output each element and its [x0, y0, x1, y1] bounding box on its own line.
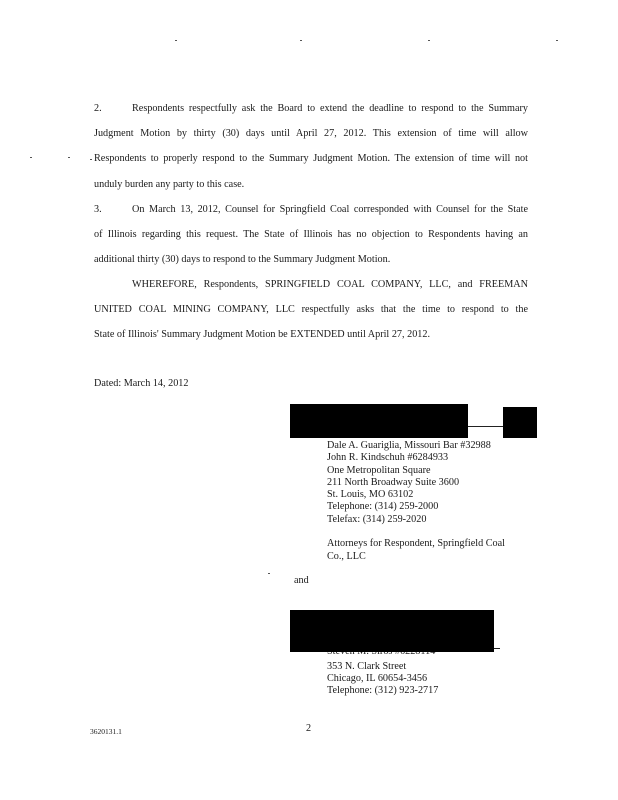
signature-line-1: [468, 426, 503, 427]
footer-doc-id: 3620131.1: [90, 727, 122, 736]
sig2-telephone: Telephone: (312) 923-2717: [327, 685, 439, 696]
sig1-telephone: Telephone: (314) 259-2000: [327, 501, 439, 512]
conjunction-and: and: [294, 575, 309, 586]
wherefore-line-2: UNITED COAL MINING COMPANY, LLC respectfully asks that the time to respond to the: [94, 304, 528, 315]
signature-line-2: [494, 648, 500, 649]
scan-speck: [268, 573, 270, 574]
redacted-signature-1-tail: [503, 407, 537, 438]
paragraph-2-number: 2.: [94, 103, 102, 114]
redacted-signature-1: [290, 404, 468, 438]
paragraph-2-line-3: Respondents to properly respond to the Summary Judgment Motion. The extension of time will not: [94, 153, 528, 164]
scan-speck: [90, 159, 92, 160]
sig1-attorneys-for-2: Co., LLC: [327, 551, 366, 562]
scan-speck: [428, 40, 430, 41]
sig1-telefax: Telefax: (314) 259-2020: [327, 514, 427, 525]
dated-line: Dated: March 14, 2012: [94, 378, 189, 389]
scan-speck: [300, 40, 302, 41]
sig1-attorney-2: John R. Kindschuh #6284933: [327, 452, 449, 463]
paragraph-2-line-1: Respondents respectfully ask the Board to extend the deadline to respond to the Summary: [132, 103, 528, 114]
paragraph-3-line-1: On March 13, 2012, Counsel for Springfield Coal corresponded with Counsel for the State: [132, 204, 528, 215]
sig1-address-2: 211 North Broadway Suite 3600: [327, 477, 460, 488]
scan-speck: [175, 40, 177, 41]
scan-speck: [30, 157, 32, 158]
paragraph-3-line-2: of Illinois regarding this request. The State of Illinois has no objection to Respondents having an: [94, 229, 528, 240]
paragraph-2-line-2: Judgment Motion by thirty (30) days until April 27, 2012. This extension of time will allow: [94, 128, 528, 139]
wherefore-line-1: WHEREFORE, Respondents, SPRINGFIELD COAL COMPANY, LLC, and FREEMAN: [132, 279, 528, 290]
paragraph-3-line-3: additional thirty (30) days to respond to the Summary Judgment Motion.: [94, 254, 391, 265]
scan-speck: [68, 157, 70, 158]
sig1-address-1: One Metropolitan Square: [327, 465, 431, 476]
sig2-city: Chicago, IL 60654-3456: [327, 673, 428, 684]
sig1-attorneys-for-1: Attorneys for Respondent, Springfield Coal: [327, 538, 505, 549]
sig1-attorney-1: Dale A. Guariglia, Missouri Bar #32988: [327, 440, 491, 451]
redacted-signature-2: [290, 610, 494, 652]
paragraph-3-number: 3.: [94, 204, 102, 215]
scan-speck: [556, 40, 558, 41]
sig2-address: 353 N. Clark Street: [327, 661, 407, 672]
wherefore-line-3: State of Illinois' Summary Judgment Motion be EXTENDED until April 27, 2012.: [94, 329, 431, 340]
page-number: 2: [306, 723, 312, 734]
paragraph-2-line-4: unduly burden any party to this case.: [94, 179, 245, 190]
sig1-city: St. Louis, MO 63102: [327, 489, 414, 500]
